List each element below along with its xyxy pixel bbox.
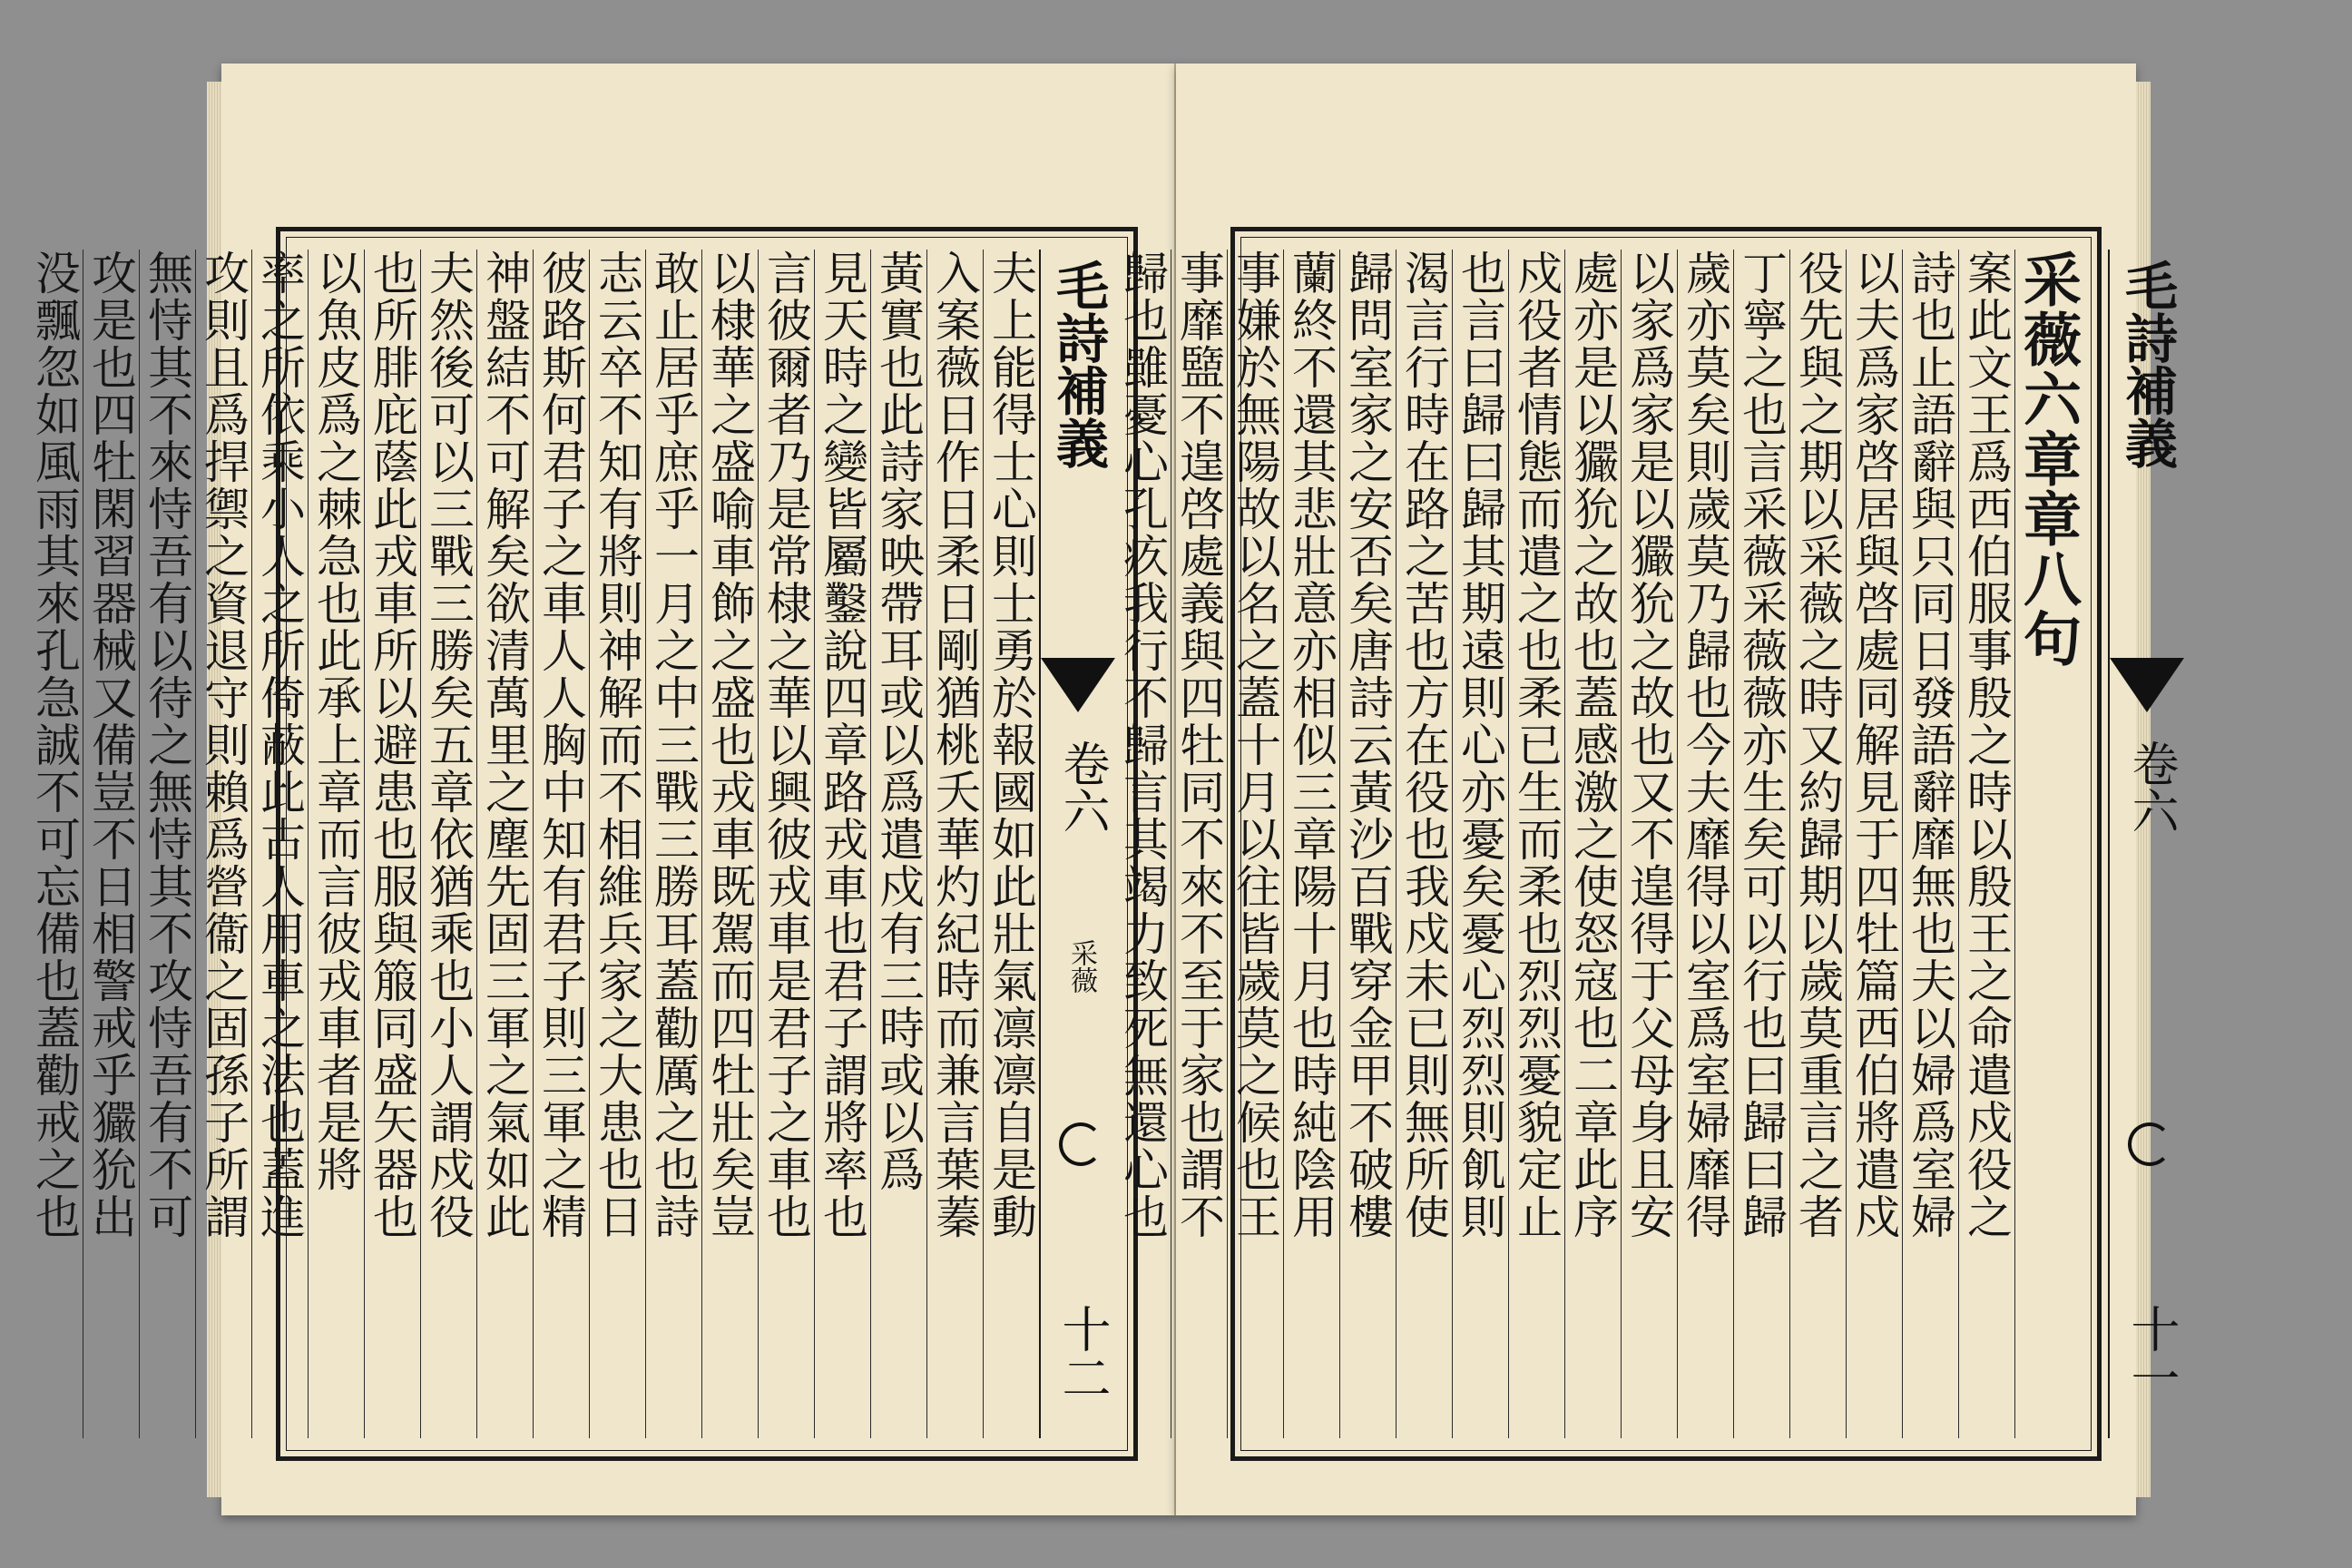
text-column: 没飄忽如風雨其來孔急誠不可忘備也蓋勸戒之也: [28, 250, 81, 1240]
text-column: 渴言行時在路之苦也方在役也我戍未已則無所使: [1396, 250, 1452, 1438]
text-column: 案此文王爲西伯服事殷之時以殷王之命遣戍役之: [1958, 250, 2014, 1438]
text-column: 以夫爲家啓居與啓處同解見于四牡篇西伯將遣戍: [1846, 250, 1902, 1438]
text-column: 事靡盬不遑啓處義與四牡同不來不至于家也謂不: [1171, 250, 1227, 1438]
margin-volume: 卷六: [2123, 740, 2178, 834]
bracket-mark-icon: [2128, 1122, 2171, 1166]
fishtail-mark-icon: [2110, 658, 2184, 712]
left-page-margin: [1039, 250, 1115, 1438]
text-column: 神盤結不可解矣欲清萬里之塵先固三軍之氣如此: [476, 250, 533, 1438]
text-column: 率之所依乘小人之所倚蔽此古人用車之法也蓋進: [251, 250, 308, 1438]
text-column: 攻則且爲捍禦之資退守則賴爲營衞之固孫子所謂: [195, 250, 251, 1438]
left-page: [28, 64, 1176, 1515]
margin-book-title: 毛詩補義: [2116, 259, 2178, 469]
text-column: 黃實也此詩家映帶耳或以爲遣戍有三時或以爲: [870, 250, 926, 1438]
text-column: 歸問室家之安否矣唐詩云黃沙百戰穿金甲不破樓: [1339, 250, 1396, 1438]
text-column: 處亦是以玁狁之故也蓋感激之使怒寇也二章此序: [1564, 250, 1621, 1438]
text-column: 歲亦莫矣則歲莫乃歸也今夫靡得以室爲室婦靡得: [1677, 250, 1733, 1438]
text-column: 以棣華之盛喻車飾之盛也戎車既駕而四牡壯矣豈: [701, 250, 758, 1438]
margin-folio: 十二: [1054, 1304, 1112, 1402]
text-column: 戍役者情態而遣之也柔已生而柔也烈烈憂貌定止: [1508, 250, 1564, 1438]
text-column: 丁寧之也言采薇采薇薇亦生矣可以行也曰歸曰歸: [1733, 250, 1789, 1438]
margin-book-title: 毛詩補義: [1047, 259, 1109, 469]
text-column: 也所腓庇蔭此戎車所以避患也服與箙同盛矢器也: [364, 250, 420, 1438]
right-page: [1116, 64, 2180, 1515]
text-column: 以家爲家是以玁狁之故也又不遑得于父母身且安: [1621, 250, 1677, 1438]
right-page-margin: [2108, 250, 2184, 1438]
margin-volume: 卷六: [1054, 740, 1109, 834]
left-text-frame: [28, 227, 1138, 1461]
text-column: 夫上能得士心則士勇於報國如此壯氣凛凛自是動: [983, 250, 1039, 1438]
text-column: 志云卒不知有將則神解而不相維兵家之大患也日: [589, 250, 645, 1438]
text-column: 也言曰歸曰歸其期遠則心亦憂矣憂心烈烈則飢則: [1452, 250, 1508, 1438]
text-column: 言彼爾者乃是常棣之華以興彼戎車是君子之車也: [758, 250, 814, 1438]
open-book: [28, 64, 2180, 1515]
text-column: 歸也雖憂心孔疚我行不歸言其竭力致死無還心也: [1116, 250, 1169, 1240]
margin-folio: 十一: [2123, 1304, 2180, 1402]
text-column: 入案薇日作日柔日剛猶桃夭華灼紀時而兼言葉蓁: [926, 250, 983, 1438]
text-column: 夫然後可以三戰三勝矣五章依猶乘也小人謂戍役: [420, 250, 476, 1438]
bracket-mark-icon: [1059, 1122, 1102, 1166]
text-column: 敢止居乎庶乎一月之中三戰三勝耳蓋勸厲之也詩: [645, 250, 701, 1438]
text-column: 攻是也四牡閑習器械又備豈不日相警戒乎玁狁出: [83, 250, 139, 1438]
text-column: 以魚皮爲之棘急也此承上章而言彼戎車者是將: [308, 250, 364, 1438]
chapter-heading: 采薇六章章八句: [2014, 250, 2079, 1438]
margin-section: 采薇: [1065, 939, 1097, 994]
right-text-columns: [1116, 250, 2082, 1438]
text-column: 見天時之變皆屬鑿說四章路戎車也君子謂將率也: [814, 250, 870, 1438]
text-column: 役先與之期以采薇之時又約歸期以歲莫重言之者: [1789, 250, 1846, 1438]
text-column: 詩也止語辭與只同日發語辭靡無也夫以婦爲室婦: [1902, 250, 1958, 1438]
left-text-columns: [28, 250, 1039, 1438]
fishtail-mark-icon: [1041, 658, 1115, 712]
text-column: 彼路斯何君子之車人人胸中知有君子則三軍之精: [533, 250, 589, 1438]
text-column: 事嫌於無陽故以名之蓋十月以往皆歲莫之候也王: [1227, 250, 1283, 1438]
text-column: 無恃其不來恃吾有以待之無恃其不攻恃吾有不可: [139, 250, 195, 1438]
right-text-frame: [1116, 227, 2180, 1461]
text-column: 蘭終不還其悲壯意亦相似三章陽十月也時純陰用: [1283, 250, 1339, 1438]
